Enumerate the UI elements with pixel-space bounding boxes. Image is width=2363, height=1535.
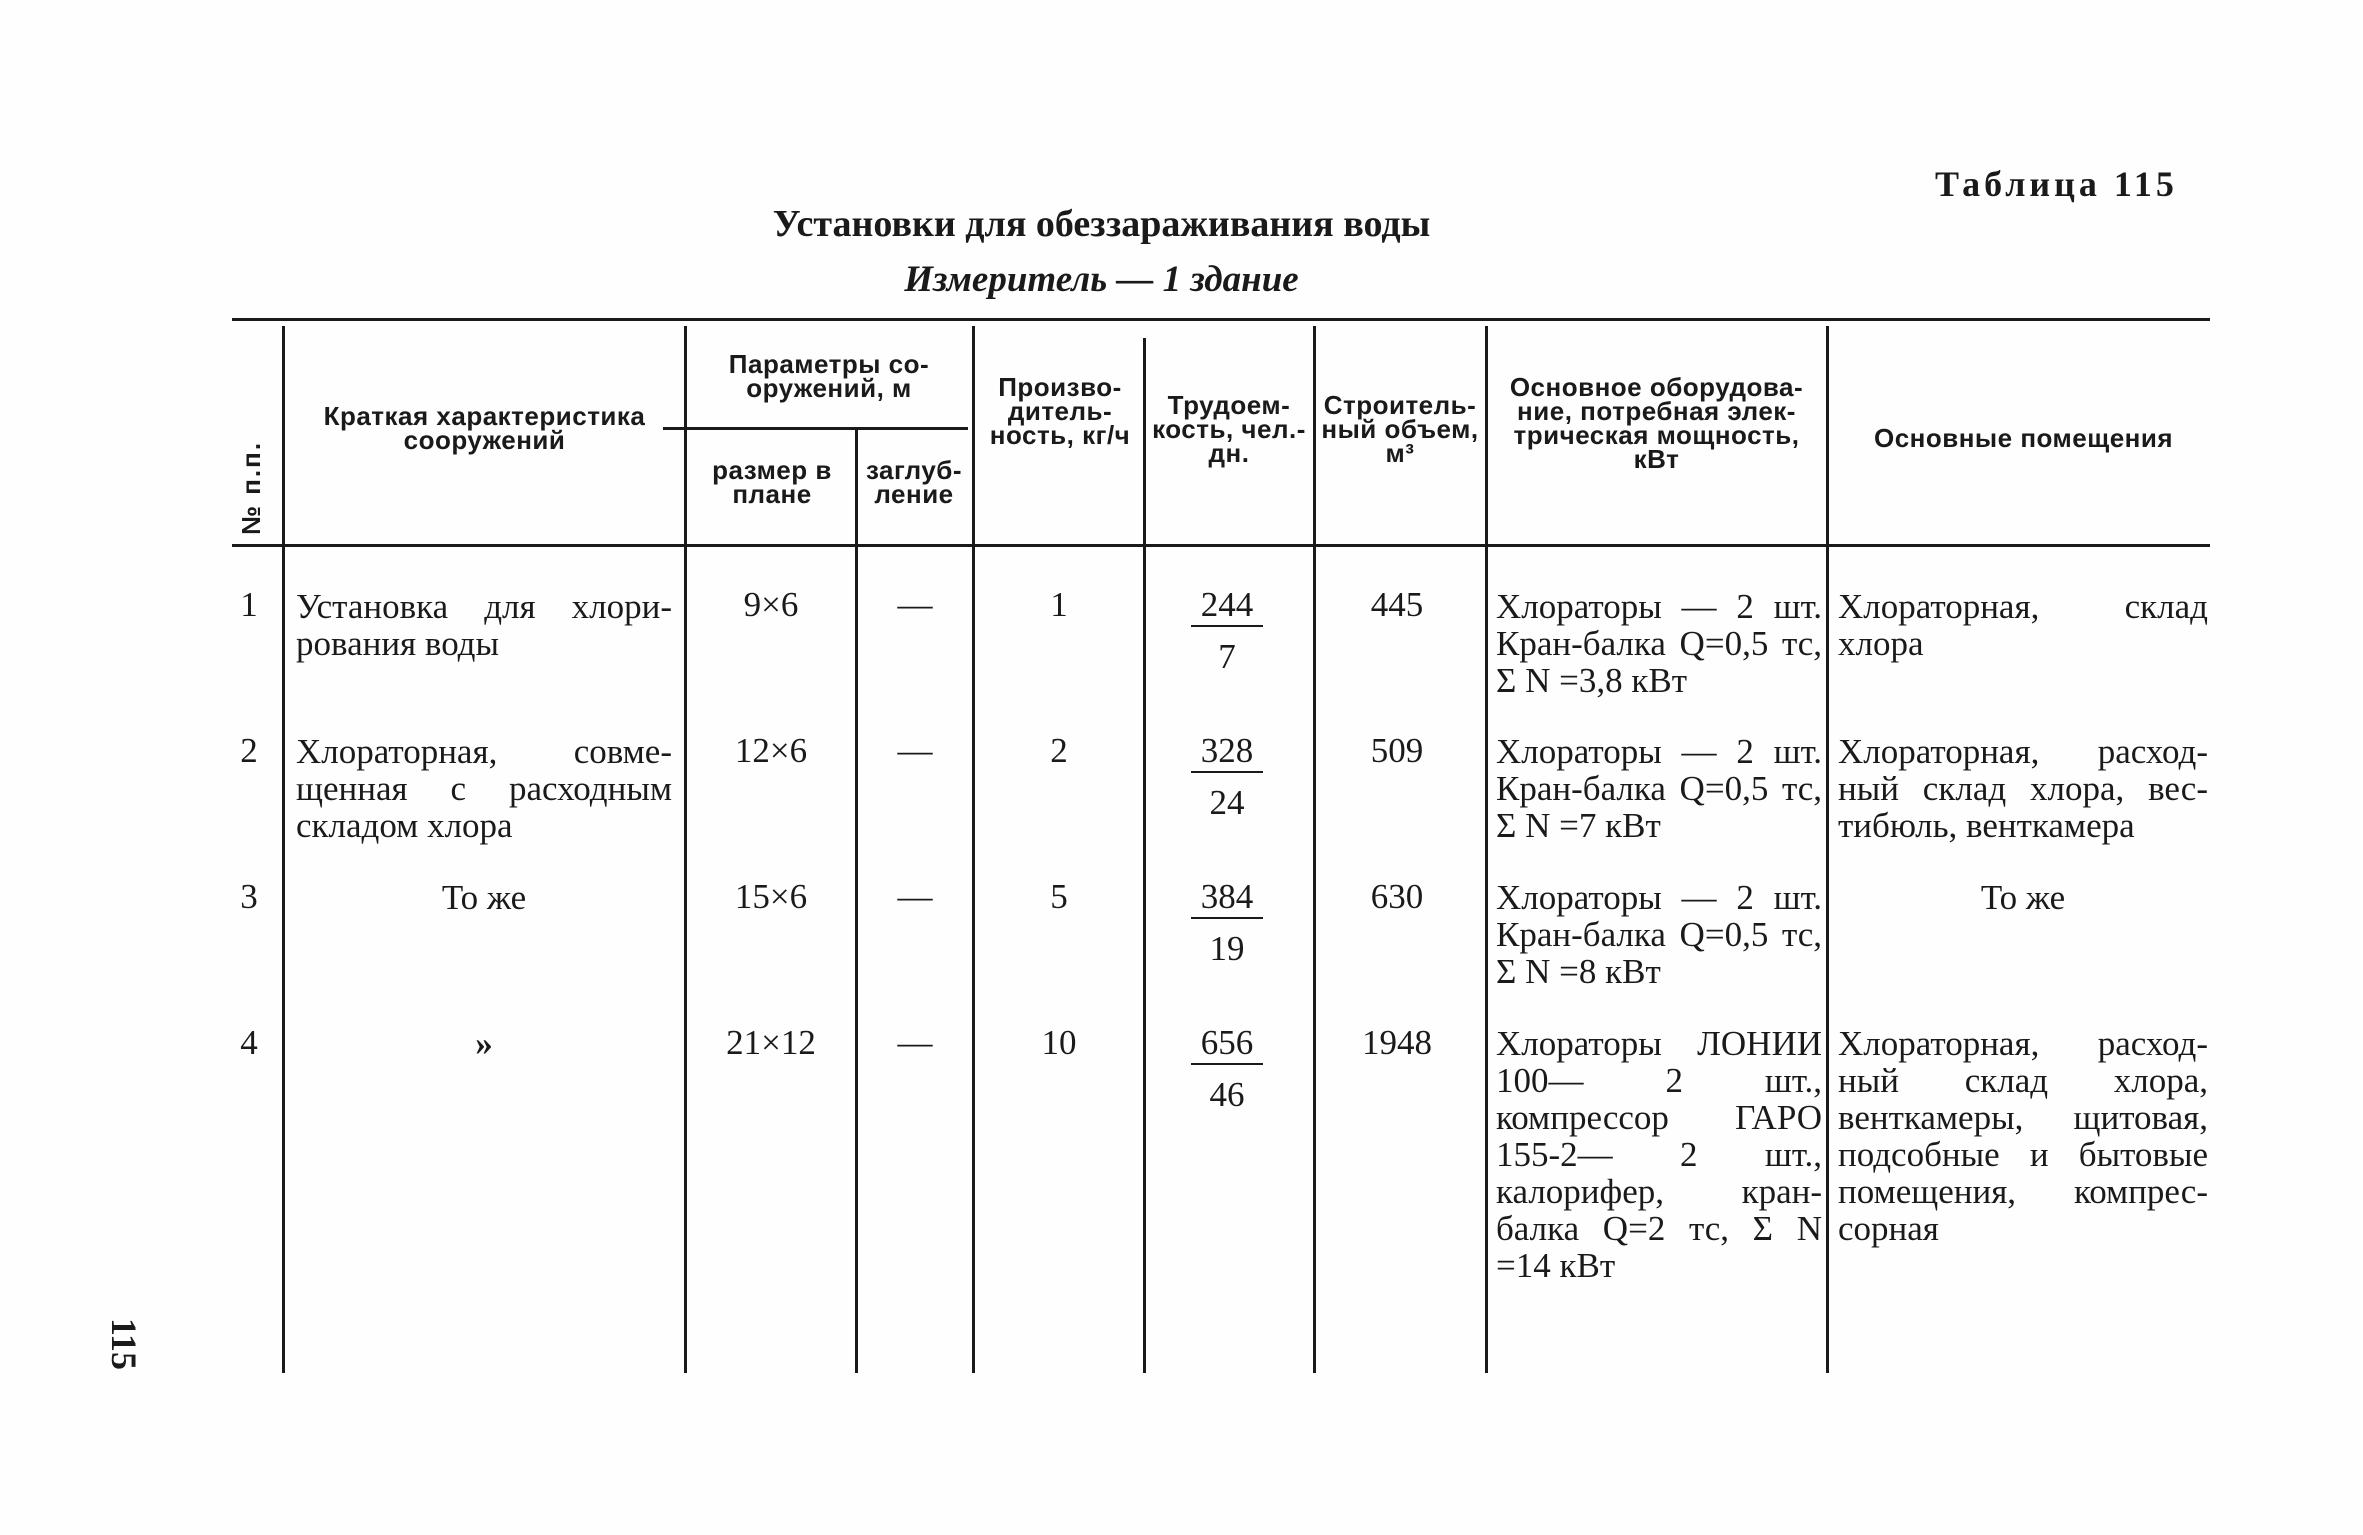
row-depth: — <box>897 877 933 916</box>
row-rooms: То же <box>1980 878 2066 917</box>
row-equipment: Хлораторы ЛОНИИ 100— 2 шт., компрессор ГАРО 155-2— 2 шт., калорифер, кран-балка Q=2 тс, Σ N =14 кВт <box>1496 1024 1822 1285</box>
header-plan-size <box>694 455 850 509</box>
row-plan-size: 12×6 <box>734 731 808 770</box>
row-equipment: Хлораторы — 2 шт. Кран-балка Q=0,5 тс, Σ N =3,8 кВт <box>1496 587 1822 700</box>
header-equipment <box>1494 372 1819 474</box>
row-plan-size: 9×6 <box>743 585 799 624</box>
header-depth-text: заглуб-ление <box>865 455 963 509</box>
row-depth: — <box>897 585 933 624</box>
row-number: 4 <box>240 1023 258 1062</box>
header-description-text: Краткая характеристика сооружений <box>323 401 646 455</box>
row-labor-top: 244 <box>1200 585 1254 624</box>
row-depth: — <box>897 731 933 770</box>
column-divider-4 <box>972 326 975 1373</box>
column-divider-5 <box>1143 338 1146 1373</box>
row-description: Установка для хлори-рования воды <box>296 587 672 663</box>
row-labor-bottom: 24 <box>1209 783 1245 822</box>
row-number: 3 <box>240 877 258 916</box>
row-description: То же <box>441 878 527 917</box>
header-rooms-text: Основные помещения <box>1873 423 2174 453</box>
row-number: 2 <box>240 731 258 770</box>
row-number: 1 <box>240 585 258 624</box>
header-plan-size-text: размер в плане <box>712 455 832 509</box>
table-top-rule <box>232 318 2210 321</box>
header-depth <box>860 455 968 509</box>
column-divider-3 <box>855 430 858 1373</box>
row-equipment: Хлораторы — 2 шт. Кран-балка Q=0,5 тс, Σ N =8 кВт <box>1496 878 1822 991</box>
row-rooms: Хлораторная, расход-ный склад хлора, вес-тибюль, венткамера <box>1838 732 2208 845</box>
row-rooms: Хлораторная, склад хлора <box>1838 587 2208 663</box>
document-title: Установки для обеззараживания воды <box>772 203 1431 245</box>
row-labor-bottom: 46 <box>1209 1075 1245 1114</box>
row-plan-size: 15×6 <box>734 877 808 916</box>
column-divider-6 <box>1313 326 1316 1373</box>
row-plan-size: 21×12 <box>726 1023 816 1062</box>
row-capacity: 2 <box>1050 731 1068 770</box>
header-bottom-rule <box>232 544 2210 547</box>
row-description: Хлораторная, совме-щенная с расходным складом хлора <box>296 732 672 845</box>
row-volume: 1948 <box>1362 1023 1432 1062</box>
header-labor-text: Трудоем-кость, чел.-дн. <box>1152 390 1306 468</box>
header-description <box>292 401 677 455</box>
row-capacity: 10 <box>1041 1023 1077 1062</box>
header-params-group <box>694 349 964 403</box>
row-volume: 509 <box>1370 731 1424 770</box>
row-volume: 445 <box>1370 585 1424 624</box>
row-labor-top: 384 <box>1200 877 1254 916</box>
column-divider-2 <box>684 326 687 1373</box>
table-number-label: Таблица 115 <box>1935 164 2178 204</box>
params-group-divider <box>663 427 968 430</box>
row-labor-bottom: 7 <box>1218 637 1236 676</box>
row-labor-divider <box>1191 917 1263 919</box>
row-capacity: 5 <box>1050 877 1068 916</box>
row-labor-divider <box>1191 771 1263 773</box>
header-capacity <box>985 372 1135 450</box>
row-equipment: Хлораторы — 2 шт. Кран-балка Q=0,5 тс, Σ N =7 кВт <box>1496 732 1822 845</box>
header-capacity-text: Произво-дитель-ность, кг/ч <box>989 372 1131 450</box>
row-labor-bottom: 19 <box>1209 929 1245 968</box>
column-divider-7 <box>1485 326 1488 1373</box>
row-volume: 630 <box>1370 877 1424 916</box>
row-labor-top: 656 <box>1200 1023 1254 1062</box>
page-number: 115 <box>104 1318 144 1371</box>
row-labor-divider <box>1191 625 1263 627</box>
document-subtitle: Измеритель — 1 здание <box>904 259 1299 300</box>
row-labor-divider <box>1191 1063 1263 1065</box>
row-labor-top: 328 <box>1200 731 1254 770</box>
row-description: » <box>475 1024 493 1063</box>
header-params-group-text: Параметры со-оружений, м <box>728 349 930 403</box>
header-volume-text: Строитель-ный объем, м³ <box>1321 390 1479 468</box>
row-rooms: Хлораторная, расход-ный склад хлора, венткамеры, щитовая, подсобные и бытовые помещения, компрес-сорная <box>1838 1024 2208 1248</box>
header-rooms <box>1836 423 2211 453</box>
row-depth: — <box>897 1023 933 1062</box>
header-volume <box>1318 390 1482 468</box>
column-divider-1 <box>282 326 285 1373</box>
header-equipment-text: Основное оборудова-ние, потребная элек-трическая мощность, кВт <box>1509 372 1804 474</box>
row-capacity: 1 <box>1050 585 1068 624</box>
column-divider-8 <box>1826 326 1829 1373</box>
header-number: № п.п. <box>236 440 266 535</box>
header-labor <box>1150 390 1308 468</box>
